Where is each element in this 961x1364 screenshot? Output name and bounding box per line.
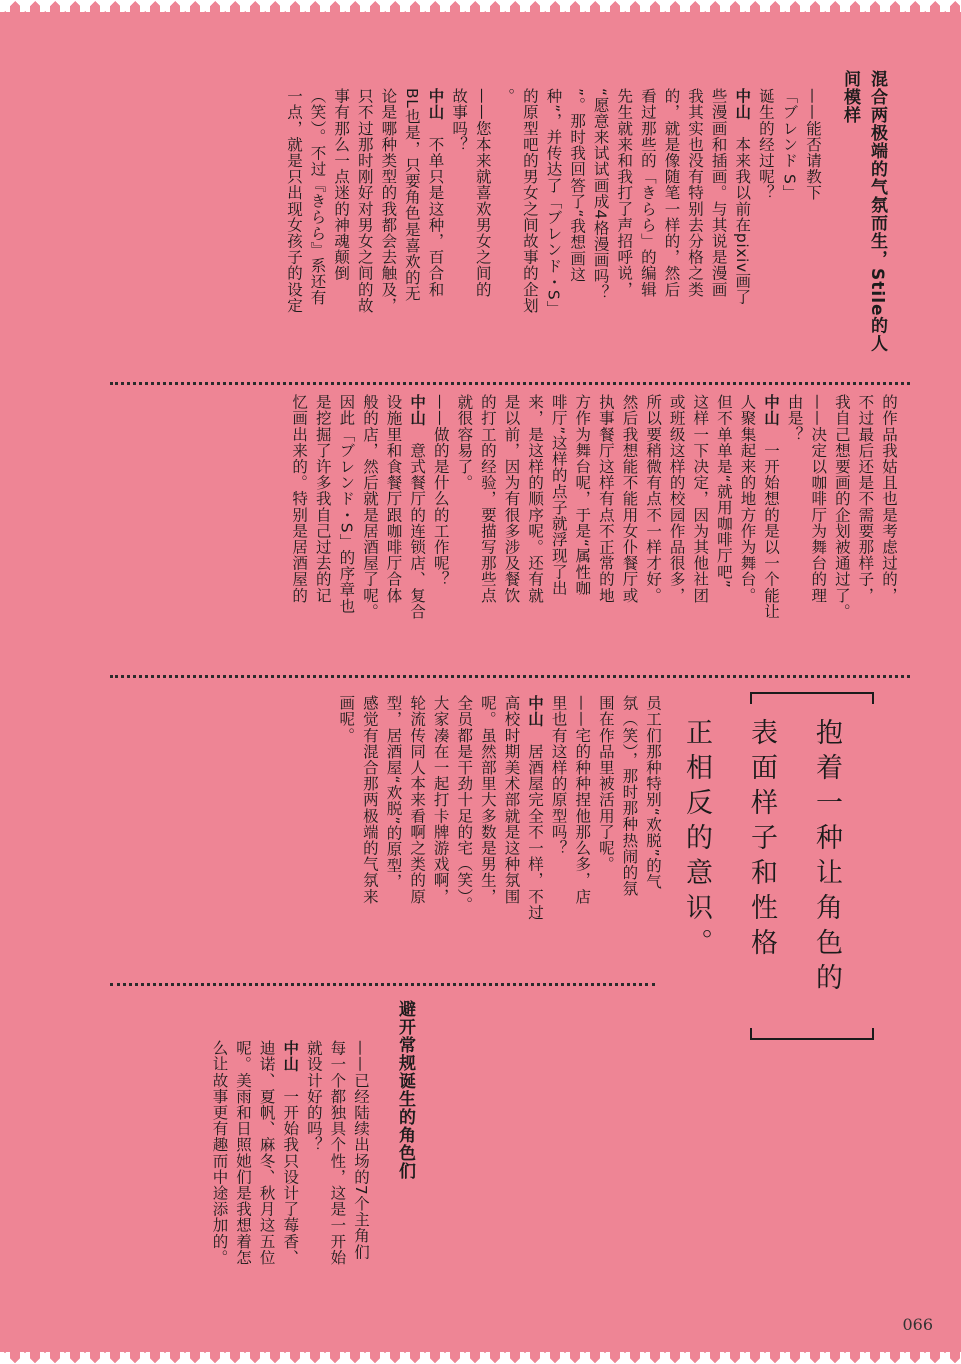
block2-line: 这样一下决定，因为其他社团 bbox=[691, 394, 710, 604]
big_heading-line: 表面样子和性格 bbox=[746, 718, 777, 963]
block3-line: 感觉有混合那两极端的气氛来 bbox=[360, 695, 379, 905]
block2-line: 执事餐厅这样有点不正常的地 bbox=[596, 394, 615, 604]
block1-line: 种”，并传达了「ブレンド・S」 bbox=[544, 88, 563, 317]
article-block-2 bbox=[110, 394, 900, 660]
block2-line: ——做的是什么的工作呢？ bbox=[431, 394, 450, 588]
block3-line: 氛（笑），那时那种热闹的氛 bbox=[620, 695, 639, 897]
block2-line: 方作为舞台呢，于是“属性咖 bbox=[573, 394, 592, 596]
block2-line: 人聚集起来的地方作为舞台。 bbox=[738, 394, 757, 604]
block1-line: 看过那些的「きらら」的编辑 bbox=[638, 88, 657, 298]
block4-line: 每一个都独具个性，这是一开始 bbox=[328, 1040, 347, 1266]
heading-bracket-bottom bbox=[750, 1028, 874, 1040]
zigzag-top-edge bbox=[0, 0, 961, 12]
block2-line: 或班级这样的校园作品很多， bbox=[667, 394, 686, 604]
heading-bracket-top bbox=[750, 692, 874, 704]
block1-line: 一点，就是只出现女孩子的设定 bbox=[284, 88, 303, 314]
block2-line: 般的店，然后就是居酒屋了呢。 bbox=[360, 394, 379, 620]
block1-line: 先生就来和我打了声招呼说， bbox=[615, 88, 634, 298]
block2-line: 的作品我姑且也是考虑过的， bbox=[880, 394, 898, 604]
block1-line: 故事吗？ bbox=[450, 88, 469, 153]
big_heading-line: 抱着一种让角色的 bbox=[811, 718, 842, 998]
block1-line: 中山 本来我以前在pixiv画了 bbox=[733, 88, 752, 305]
article-block-1 bbox=[112, 88, 824, 366]
block1-line: 的，就是像随笔一样的，然后 bbox=[662, 88, 681, 298]
block2-line: 就很容易了。 bbox=[455, 394, 474, 491]
block1-line: 的原型吧的男女之间故事的企划 bbox=[520, 88, 539, 314]
block3-line: 呢。虽然部里大多数是男生， bbox=[478, 695, 497, 905]
block1-line: （笑）。不过『きらら』系还有 bbox=[308, 88, 327, 306]
block3-line: 画呢。 bbox=[337, 695, 356, 744]
block4-line: ——已经陆续出场的7个主角们 bbox=[352, 1040, 370, 1260]
block1-line: 事有那么一点迷的神魂颠倒 bbox=[332, 88, 351, 282]
block4-line: 呢。美雨和日照她们是我想着怎 bbox=[234, 1040, 253, 1266]
block2-line: 因此「ブレンド・S」的序章也 bbox=[337, 394, 356, 614]
block4-line: 迪诺、夏帆、麻冬、秋月这五位 bbox=[257, 1040, 276, 1266]
block2-line: 不过最后还是不需要那样子， bbox=[856, 394, 875, 604]
block1-line: ——您本来就喜欢男女之间的 bbox=[473, 88, 492, 298]
block3-line: 大家凑在一起打卡牌游戏啊， bbox=[431, 695, 450, 905]
block3-line: 员工们那种特别“欢脱”的气 bbox=[644, 695, 662, 890]
block1-line: BL也是，只要角色是喜欢的无 bbox=[402, 88, 421, 302]
block2-line: ——决定以咖啡厅为舞台的理 bbox=[809, 394, 828, 604]
feature-heading bbox=[681, 718, 872, 1018]
block2-line: 设施里和食餐厅跟咖啡厅合体 bbox=[384, 394, 403, 604]
block2-line: 是以前，因为有很多涉及餐饮 bbox=[502, 394, 521, 604]
block2-line: 啡厅”这样的点子就浮现了出 bbox=[549, 394, 568, 596]
block1-line: ——能否请教下 bbox=[804, 88, 822, 201]
section-divider-2 bbox=[110, 675, 910, 678]
section-divider-3 bbox=[110, 983, 655, 986]
block1-line: 论是哪种类型的我都会去触及， bbox=[379, 88, 398, 314]
block1-line: 「ブレンド S」 bbox=[780, 88, 799, 201]
block1-line: “愿意来试试画成4格漫画吗？ bbox=[591, 88, 610, 301]
block2-line: 忆画出来的。特别是居酒屋的 bbox=[290, 394, 309, 604]
block3-line: 围在作品里被活用了呢。 bbox=[596, 695, 615, 873]
block1-line: 。 bbox=[497, 88, 516, 105]
section-heading-characters: 避开常规诞生的角色们 bbox=[395, 1000, 415, 1180]
block3-line: 全员都是干劲十足的宅（笑）。 bbox=[455, 695, 474, 913]
block2-line: 来，是这样的顺序呢。还有就 bbox=[526, 394, 545, 604]
block3-line: 型，居酒屋“欢脱”的原型， bbox=[384, 695, 403, 890]
block2-line: 但不单单是“就用咖啡厅吧” bbox=[714, 394, 733, 589]
section-heading-stile: 混合两极端的气氛而生，Stile的人间模样 bbox=[840, 70, 887, 353]
block3-line: 轮流传同人本来看啊之类的原 bbox=[408, 695, 427, 905]
block3-line: 高校时期美术部就是这种氛围 bbox=[502, 695, 521, 905]
block3-line: 中山 居酒屋完全不一样，不过 bbox=[526, 695, 545, 921]
page-number: 066 bbox=[902, 1315, 933, 1334]
block4-line: 就设计好的吗？ bbox=[304, 1040, 323, 1153]
block1-line: 些漫画和插画。与其说是漫画 bbox=[709, 88, 728, 298]
block1-line: ”。那时我回答了“我想画这 bbox=[568, 88, 587, 283]
big_heading-line: 正相反的意识。 bbox=[681, 718, 712, 963]
article-block-4 bbox=[186, 1040, 372, 1308]
article-block-3 bbox=[232, 695, 664, 959]
section-divider-1 bbox=[110, 382, 910, 385]
block2-line: 所以要稍微有点不一样才好。 bbox=[644, 394, 663, 604]
block3-line: ——宅的种种捏他那么多，店 bbox=[573, 695, 592, 905]
block2-line: 我自己想要画的企划被通过了。 bbox=[832, 394, 851, 620]
block3-line: 里也有这样的原型吗？ bbox=[549, 695, 568, 856]
zigzag-bottom-edge bbox=[0, 1352, 961, 1364]
block1-line: 诞生的经过呢？ bbox=[756, 88, 775, 201]
block4-line: 中山 一开始我只设计了莓香、 bbox=[281, 1040, 300, 1266]
block2-line: 是挖掘了许多我自己过去的记 bbox=[313, 394, 332, 604]
block1-line: 中山 不单只是这种，百合和 bbox=[426, 88, 445, 298]
block2-line: 然后我想能不能用女仆餐厅或 bbox=[620, 394, 639, 604]
block2-line: 的打工的经验，要描写那些点 bbox=[478, 394, 497, 604]
block2-line: 中山 一开始想的是以一个能让 bbox=[762, 394, 781, 620]
block4-line: 么让故事更有趣而中途添加的。 bbox=[210, 1040, 229, 1266]
block2-line: 由是？ bbox=[785, 394, 804, 443]
block1-line: 只不过那时刚好对男女之间的故 bbox=[355, 88, 374, 314]
block2-line: 中山 意式餐厅的连锁店、复合 bbox=[408, 394, 427, 620]
block1-line: 我其实也没有特别去分格之类 bbox=[686, 88, 705, 298]
